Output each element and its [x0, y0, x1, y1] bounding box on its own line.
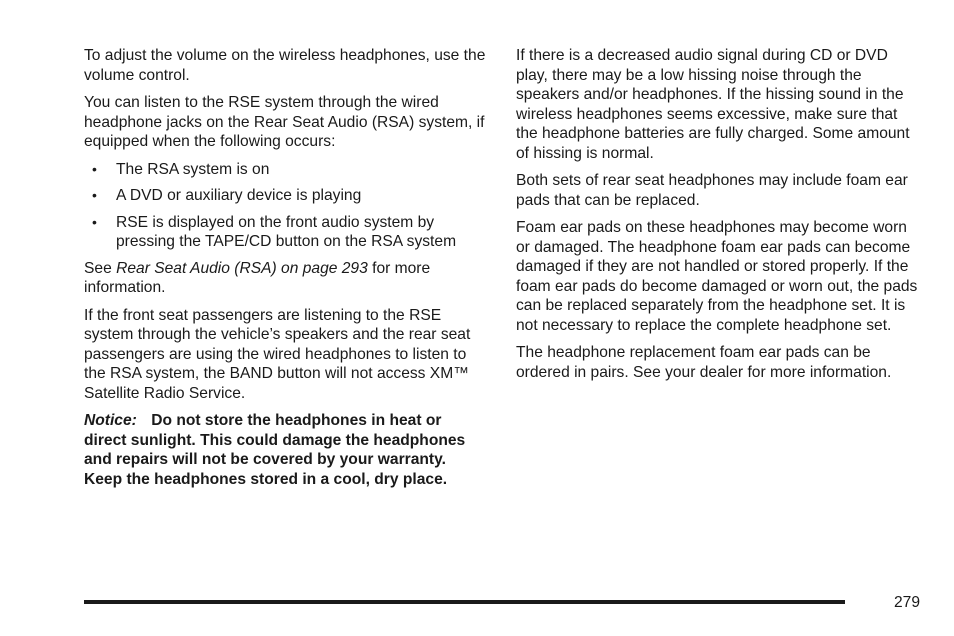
left-column	[84, 46, 486, 497]
list-item	[84, 213, 486, 252]
see-reference-paragraph	[84, 259, 486, 298]
rsa-page-reference: Rear Seat Audio (RSA) on page 293	[116, 259, 368, 277]
notice-label: Notice:	[84, 412, 137, 429]
page-number: 279	[893, 594, 920, 611]
volume-paragraph: To adjust the volume on the wireless headphones, use the volume control.	[84, 47, 486, 84]
list-item	[84, 160, 486, 180]
hissing-paragraph: If there is a decreased audio signal during CD or DVD play, there may be a low hissing noise through the speakers and/or headphones. If the hissing sound in the wireless headphones seems excessive, make sure that the headphone batteries are fully charged. Some amount of hissing is normal.	[516, 47, 910, 162]
rsa-conditions-list	[84, 160, 486, 252]
ear-pads-intro-paragraph: Both sets of rear seat headphones may include foam ear pads that can be replaced.	[516, 172, 908, 209]
see-suffix: for more information.	[84, 259, 431, 296]
ear-pads-damage-paragraph: Foam ear pads on these headphones may become worn or damaged. The headphone foam ear pads can become damaged if they are not handled or stored properly. If the foam ear pads do become damaged or worn out, the pads can be replaced separately from the headphone set. It is not necessary to replace the complete headphone set.	[516, 219, 918, 334]
notice-text: Do not store the headphones in heat or direct sunlight. This could damage the headphones and repairs will not be covered by your warranty. Keep the headphones stored in a cool, dry place.	[84, 412, 466, 488]
list-item-text: The RSA system is on	[116, 160, 270, 178]
list-item-text: A DVD or auxiliary device is playing	[116, 187, 362, 204]
notice-paragraph	[84, 411, 486, 489]
bullet-icon: •	[92, 213, 97, 230]
bullet-icon: •	[92, 160, 97, 177]
list-item	[84, 186, 486, 206]
see-prefix: See	[84, 259, 117, 277]
rsa-intro-paragraph: You can listen to the RSE system through the wired headphone jacks on the Rear Seat Audio (RSA) system, if equipped when the following occurs:	[84, 94, 485, 150]
band-button-paragraph: If the front seat passengers are listening to the RSE system through the vehicle’s speakers and the rear seat passengers are using the wired headphones to listen to the RSA system, the BAND button will not access XM™ Satellite Radio Service.	[84, 306, 471, 402]
list-item-text: RSE is displayed on the front audio system by pressing the TAPE/CD button on the RSA system	[116, 213, 457, 250]
footer-rule	[84, 600, 845, 604]
right-column	[516, 46, 922, 390]
ear-pads-order-paragraph: The headphone replacement foam ear pads can be ordered in pairs. See your dealer for more information.	[516, 344, 892, 381]
bullet-icon: •	[92, 187, 97, 203]
